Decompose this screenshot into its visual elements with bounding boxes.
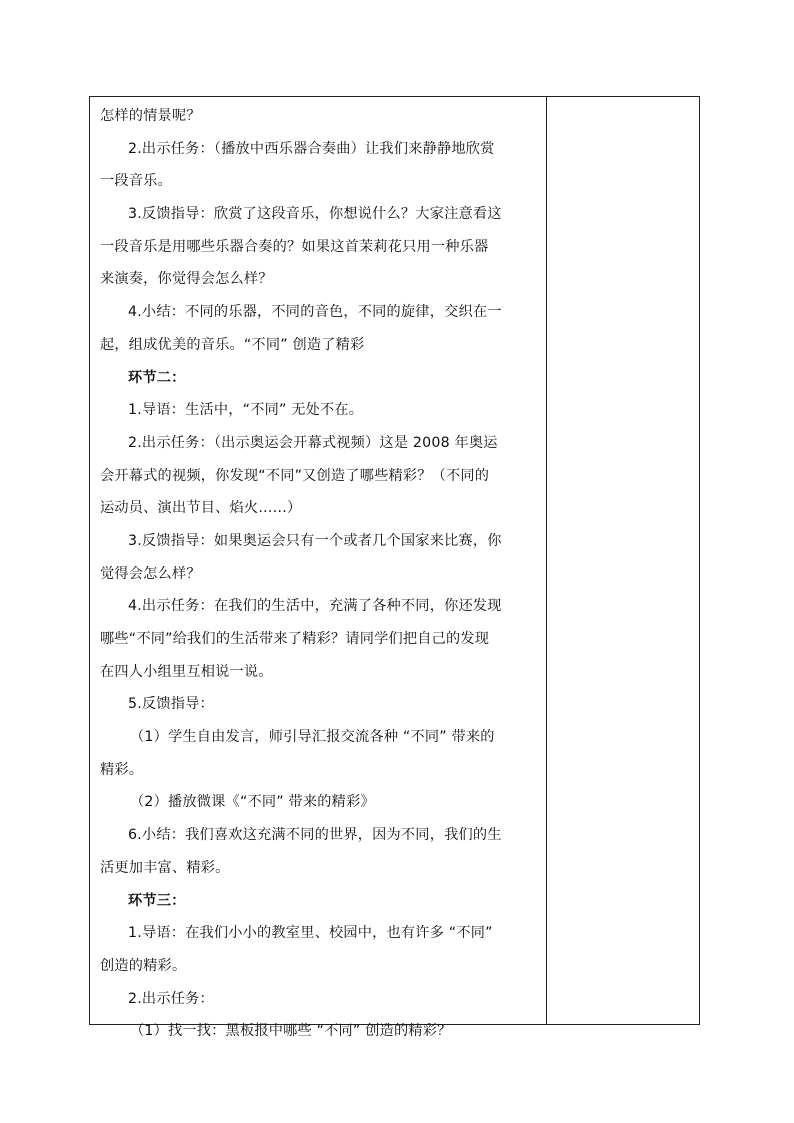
notes-cell — [547, 97, 699, 1024]
text-line: 哪些“不同”给我们的生活带来了精彩？请同学们把自己的发现 — [100, 631, 490, 647]
section-heading: 环节二： — [128, 369, 186, 386]
text-line: 精彩。 — [100, 761, 144, 778]
text-line: 觉得会怎么样？ — [100, 565, 201, 582]
text-line: 一段音乐。 — [100, 173, 172, 190]
text-line: 3.反馈指导：如果奥运会只有一个或者几个国家来比赛，你 — [128, 532, 502, 549]
text-line: 3.反馈指导：欣赏了这段音乐，你想说什么？大家注意看这 — [128, 206, 502, 223]
section-heading: 环节三： — [128, 892, 186, 909]
text-line: 5.反馈指导： — [128, 696, 214, 713]
text-line: 会开幕式的视频，你发现“不同”又创造了哪些精彩？（不同的 — [100, 467, 490, 484]
text-line: 2.出示任务： — [128, 990, 214, 1007]
text-line: 活更加丰富、精彩。 — [100, 859, 230, 876]
text-line: 4.小结：不同的乐器，不同的音色，不同的旋律，交织在一 — [128, 304, 502, 321]
text-line: 起，组成优美的音乐。“不同” 创造了精彩 — [100, 336, 365, 353]
text-line: 1.导语：生活中，“不同” 无处不在。 — [128, 402, 364, 419]
text-line: 一段音乐是用哪些乐器合奏的？如果这首茉莉花只用一种乐器 — [100, 238, 489, 255]
text-line: 在四人小组里互相说一说。 — [100, 663, 273, 680]
text-line: 怎样的情景呢？ — [100, 108, 201, 124]
text-line: 4.出示任务：在我们的生活中，充满了各种不同，你还发现 — [128, 598, 502, 615]
lesson-content-cell — [100, 100, 540, 1048]
text-line: 2.出示任务：（出示奥运会开幕式视频）这是 2008 年奥运 — [128, 434, 498, 451]
text-line: （1）找一找：黑板报中哪些 “不同” 创造的精彩？ — [130, 1023, 452, 1040]
text-line: 来演奏，你觉得会怎么样？ — [100, 271, 273, 288]
text-line: 创造的精彩。 — [100, 957, 187, 974]
text-line: 1.导语：在我们小小的教室里、校园中，也有许多 “不同” — [128, 925, 493, 942]
text-line: 6.小结：我们喜欢这充满不同的世界，因为不同，我们的生 — [128, 827, 502, 844]
text-line: 2.出示任务：（播放中西乐器合奏曲）让我们来静静地欣赏 — [128, 140, 495, 157]
text-line: （2）播放微课《“不同” 带来的精彩》 — [130, 794, 375, 811]
text-line: （1）学生自由发言，师引导汇报交流各种 “不同” 带来的 — [130, 729, 495, 746]
text-line: 运动员、演出节目、焰火……） — [100, 500, 302, 517]
lesson-plan-table — [89, 96, 700, 1040]
